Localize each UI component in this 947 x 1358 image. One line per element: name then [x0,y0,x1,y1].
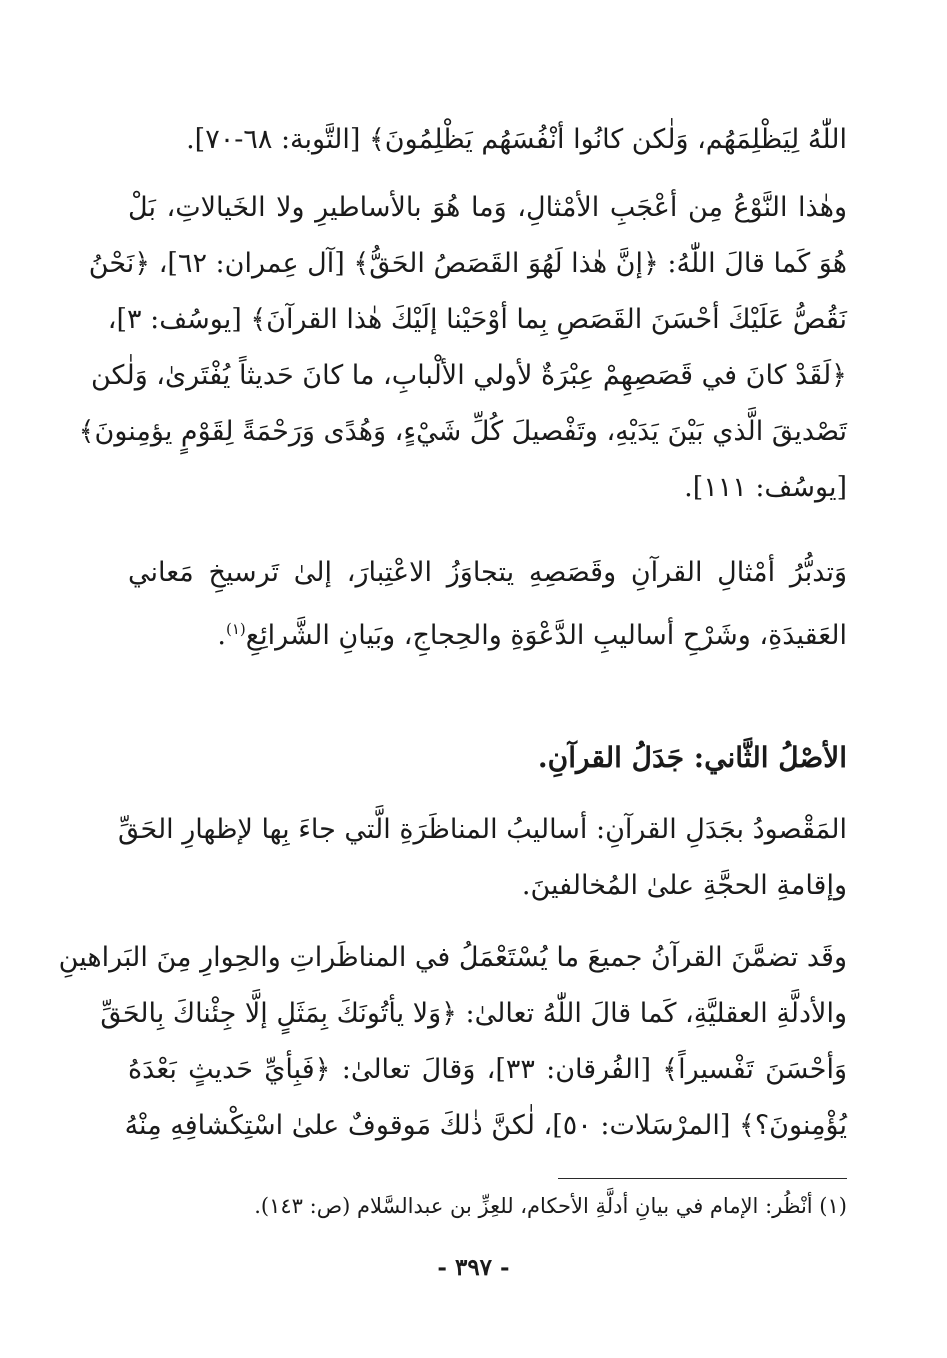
sentence-end: . [217,620,226,651]
text-line: نَقُصُّ عَلَيْكَ أحْسَنَ القَصَصِ بِما أوْحَيْنا إلَيْكَ هٰذا القرآنَ﴾ [يوسُف: ٣]، [107,304,847,335]
text-line [128,601,847,657]
section-heading: الأصْلُ الثَّاني: جَدَلُ القرآنِ. [537,741,847,774]
text-line: يُؤْمِنونَ؟﴾ [المرْسَلات: ٥٠]، لٰكنَّ ذٰلكَ مَوقوفٌ علىٰ اسْتِكْشافِهِ مِنْهُ [124,1110,847,1141]
text-line: وَتدبُّرُ أمْثالِ القرآنِ وقَصَصِهِ يتجاوَزُ الاعْتِبارَ، إلىٰ تَرسيخِ مَعاني [128,557,847,588]
text-line: ﴿لَقَدْ كانَ في قَصَصِهِمْ عِبْرَةٌ لأولي الألْبابِ، ما كانَ حَديثاً يُفْتَرىٰ، وَلٰكن [91,360,847,391]
footnote-reference: (١) [225,620,246,638]
footnote-divider [558,1178,847,1179]
paragraph-3 [128,545,847,657]
page-number: - ٣٩٧ - [437,1254,510,1281]
text-line: اللّٰهُ لِيَظْلِمَهُم، وَلٰكن كانُوا أنْفُسَهُم يَظْلِمُونَ﴾ [التَّوبة: ٦٨-٧٠]. [186,124,847,155]
paragraph-1 [128,112,847,168]
footnote: (١) أنْظُر: الإمام في بيانِ أدلَّةِ الأحكام، للعِزِّ بن عبدالسَّلام (ص: ١٤٣). [254,1194,847,1218]
paragraph-2 [78,180,847,516]
paragraph-5 [58,930,847,1154]
paragraph-4 [118,802,847,914]
text-line: وَأحْسَنَ تَفْسيراً﴾ [الفُرقان: ٣٣]، وَقالَ تعالىٰ: ﴿فَبِأيِّ حَديثٍ بَعْدَهُ [128,1054,847,1085]
text-line: وهٰذا النَّوْعُ مِن أعْجَبِ الأمْثالِ، وَما هُوَ بالأساطيرِ ولا الخَيالاتِ، بَلْ [128,192,847,223]
text-line: المَقْصودُ بجَدَلِ القرآنِ: أساليبُ المناظَرَةِ الَّتي جاءَ بِها لإظهارِ الحَقِّ [118,814,847,845]
text-line: والأدلَّةِ العقليَّةِ، كَما قالَ اللّٰهُ تعالىٰ: ﴿وَلا يأتُونَكَ بِمَثَلٍ إلَّا جِئْناكَ بِالحَقِّ [100,998,847,1029]
text-line: وإقامةِ الحجَّةِ علىٰ المُخالفينَ. [521,870,847,901]
text-line: [يوسُف: ١١١]. [684,472,847,503]
text-line-content: العَقيدَةِ، وشَرْحِ أساليبِ الدَّعْوَةِ والحِجاجِ، وبَيانِ الشَّرائِعِ [245,620,847,651]
text-line: هُوَ كَما قالَ اللّٰهُ: ﴿إنَّ هٰذا لَهُوَ القَصَصُ الحَقُّ﴾ [آل عِمران: ٦٢]، ﴿نَحْنُ [88,248,847,279]
text-line: تَصْديقَ الَّذي بَيْنَ يَدَيْهِ، وتَفْصيلَ كُلِّ شَيْءٍ، وَهُدًى وَرَحْمَةً لِقَوْمٍ يؤمِنونَ﴾ [78,416,847,447]
text-line: وقَد تضمَّنَ القرآنُ جميعَ ما يُسْتَعْمَلُ في المناظَراتِ والحِوارِ مِنَ البَراهينِ [58,942,847,973]
